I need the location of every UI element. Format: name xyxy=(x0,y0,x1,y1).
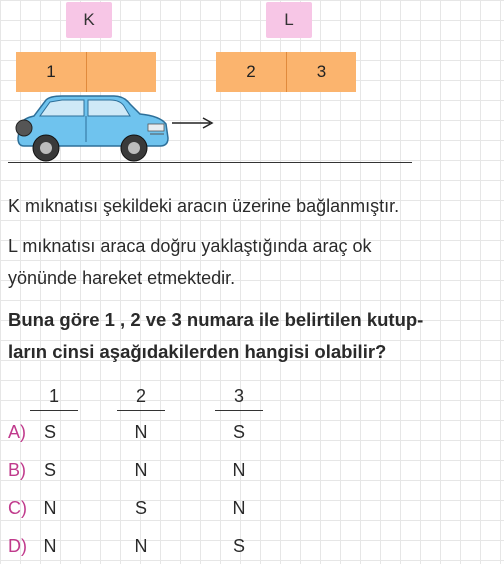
option-letter: A) xyxy=(8,422,26,442)
option-value-2: N xyxy=(134,422,148,442)
column-header-2: 2 xyxy=(135,386,146,406)
option-value-2: N xyxy=(134,460,148,480)
option-value-2: S xyxy=(134,498,147,518)
option-value-1: N xyxy=(43,536,57,556)
question-line-1: Buna göre 1 , 2 ve 3 numara ile belirtilen kutup- xyxy=(8,309,424,330)
option-a[interactable] xyxy=(0,422,300,448)
option-d[interactable] xyxy=(0,536,300,562)
ground-line xyxy=(8,162,412,163)
option-value-1: S xyxy=(43,422,56,442)
magnet-l-pole-3: 3 xyxy=(286,52,356,92)
option-value-2: N xyxy=(134,536,148,556)
column-underline-1 xyxy=(30,410,78,411)
column-underline-2 xyxy=(117,410,165,411)
statement-line-3: yönünde hareket etmektedir. xyxy=(8,268,236,288)
statement-line-1: K mıknatısı şekildeki aracın üzerine bağlanmıştır. xyxy=(8,196,400,216)
magnet-k-label xyxy=(66,2,112,38)
column-underline-3 xyxy=(215,410,263,411)
option-value-1: N xyxy=(43,498,57,518)
option-letter: C) xyxy=(8,498,27,518)
statement-line-2: L mıknatısı araca doğru yaklaştığında araç ok xyxy=(8,236,372,256)
magnet-l-label xyxy=(266,2,312,38)
question-line-2: ların cinsi aşağıdakilerden hangisi olabilir? xyxy=(8,341,387,362)
option-value-3: S xyxy=(232,536,245,556)
magnet-l-label-text: L xyxy=(284,10,294,29)
magnet-k-pole-1: 1 xyxy=(16,52,86,92)
magnet-l-pole-2: 2 xyxy=(216,52,286,92)
option-b[interactable] xyxy=(0,460,300,486)
column-header-1: 1 xyxy=(48,386,59,406)
column-header-3: 3 xyxy=(233,386,244,406)
car-illustration xyxy=(10,90,180,170)
arrow-right-icon xyxy=(170,116,216,130)
option-value-1: S xyxy=(43,460,56,480)
magnet-k xyxy=(16,52,156,92)
option-letter: B) xyxy=(8,460,26,480)
magnet-l xyxy=(216,52,356,92)
option-letter: D) xyxy=(8,536,27,556)
option-c[interactable] xyxy=(0,498,300,524)
option-value-3: S xyxy=(232,422,245,442)
option-value-3: N xyxy=(232,460,246,480)
magnet-k-pole-2 xyxy=(86,52,156,92)
option-value-3: N xyxy=(232,498,246,518)
magnet-k-label-text: K xyxy=(83,10,95,29)
